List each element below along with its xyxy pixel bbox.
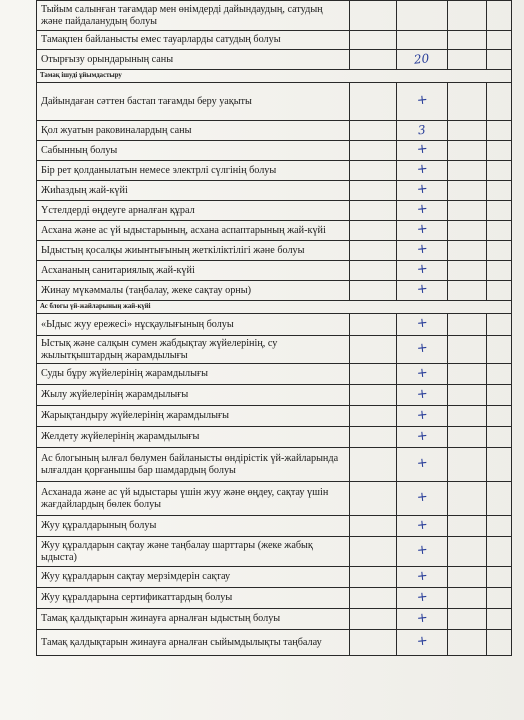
answer-cell-yes <box>350 1 397 31</box>
handwritten-mark: 3 <box>417 122 427 137</box>
notes-cell <box>487 448 512 482</box>
answer-cell-no <box>448 121 487 141</box>
answer-cell-yes <box>350 221 397 241</box>
checklist-row <box>37 83 512 121</box>
notes-cell <box>487 201 512 221</box>
handwritten-mark: + <box>415 428 429 445</box>
answer-cell-mark <box>397 50 448 70</box>
answer-cell-mark <box>397 630 448 656</box>
notes-cell <box>487 50 512 70</box>
answer-cell-no <box>448 201 487 221</box>
answer-cell-mark <box>397 1 448 31</box>
handwritten-mark: + <box>415 340 429 357</box>
answer-cell-mark <box>397 201 448 221</box>
notes-cell <box>487 588 512 609</box>
requirement-text: Қол жуатын раковиналардың саны <box>37 121 350 141</box>
notes-cell <box>487 630 512 656</box>
requirement-text: Ыдыстың қосалқы жиынтығының жеткіліктілігі және болуы <box>37 241 350 261</box>
handwritten-mark: + <box>415 589 429 606</box>
notes-cell <box>487 314 512 336</box>
answer-cell-mark <box>397 181 448 201</box>
answer-cell-no <box>448 50 487 70</box>
answer-cell-no <box>448 161 487 181</box>
handwritten-mark: 20 <box>413 50 431 67</box>
answer-cell-yes <box>350 630 397 656</box>
answer-cell-yes <box>350 31 397 50</box>
answer-cell-yes <box>350 567 397 588</box>
notes-cell <box>487 83 512 121</box>
answer-cell-no <box>448 141 487 161</box>
checklist-row <box>37 448 512 482</box>
answer-cell-mark <box>397 482 448 516</box>
answer-cell-yes <box>350 83 397 121</box>
answer-cell-no <box>448 630 487 656</box>
answer-cell-yes <box>350 281 397 301</box>
answer-cell-yes <box>350 241 397 261</box>
answer-cell-mark <box>397 364 448 385</box>
answer-cell-yes <box>350 516 397 537</box>
answer-cell-yes <box>350 406 397 427</box>
handwritten-mark: + <box>415 386 429 403</box>
requirement-text: Тамақ қалдықтарын жинауға арналған сыйымдылықты таңбалау <box>37 630 350 656</box>
checklist-row <box>37 567 512 588</box>
answer-cell-no <box>448 588 487 609</box>
answer-cell-mark <box>397 427 448 448</box>
answer-cell-yes <box>350 161 397 181</box>
answer-cell-mark <box>397 31 448 50</box>
notes-cell <box>487 121 512 141</box>
handwritten-mark: + <box>415 407 429 424</box>
answer-cell-no <box>448 448 487 482</box>
answer-cell-mark <box>397 567 448 588</box>
requirement-text: Тамақ қалдықтарын жинауға арналған ыдыстың болуы <box>37 609 350 630</box>
checklist-row <box>37 241 512 261</box>
answer-cell-no <box>448 537 487 567</box>
checklist-row <box>37 50 512 70</box>
notes-cell <box>487 141 512 161</box>
answer-cell-yes <box>350 141 397 161</box>
answer-cell-mark <box>397 281 448 301</box>
answer-cell-yes <box>350 427 397 448</box>
requirement-text: Сабынның болуы <box>37 141 350 161</box>
answer-cell-yes <box>350 588 397 609</box>
answer-cell-no <box>448 427 487 448</box>
notes-cell <box>487 1 512 31</box>
answer-cell-mark <box>397 314 448 336</box>
requirement-text: Жуу құралдарына сертификаттардың болуы <box>37 588 350 609</box>
checklist-row <box>37 482 512 516</box>
requirement-text: «Ыдыс жуу ережесі» нұсқаулығының болуы <box>37 314 350 336</box>
section-header-row <box>37 70 512 83</box>
notes-cell <box>487 609 512 630</box>
checklist-row <box>37 336 512 364</box>
notes-cell <box>487 181 512 201</box>
handwritten-mark: + <box>415 610 429 627</box>
answer-cell-mark <box>397 385 448 406</box>
answer-cell-no <box>448 406 487 427</box>
answer-cell-yes <box>350 537 397 567</box>
inspection-checklist-table <box>36 0 512 656</box>
requirement-text: Асханада және ас үй ыдыстары үшін жуу және өңдеу, сақтау үшін жағдайлардың бөлек болуы <box>37 482 350 516</box>
checklist-row <box>37 141 512 161</box>
answer-cell-no <box>448 281 487 301</box>
handwritten-mark: + <box>415 92 429 109</box>
notes-cell <box>487 406 512 427</box>
answer-cell-yes <box>350 314 397 336</box>
handwritten-mark: + <box>415 261 429 278</box>
checklist-row <box>37 630 512 656</box>
notes-cell <box>487 385 512 406</box>
notes-cell <box>487 221 512 241</box>
answer-cell-mark <box>397 83 448 121</box>
handwritten-mark: + <box>415 221 429 238</box>
answer-cell-yes <box>350 181 397 201</box>
requirement-text: Ыстық және салқын сумен жабдықтау жүйелерінің, су жылытқыштардың жарамдылығы <box>37 336 350 364</box>
requirement-text: Бір рет қолданылатын немесе электрлі сүлгінің болуы <box>37 161 350 181</box>
checklist-row <box>37 406 512 427</box>
requirement-text: Тыйым салынған тағамдар мен өнімдерді дайындаудың, сатудың және пайдаланудың болуы <box>37 1 350 31</box>
handwritten-mark: + <box>415 315 429 332</box>
handwritten-mark: + <box>415 161 429 178</box>
checklist-row <box>37 427 512 448</box>
handwritten-mark: + <box>415 365 429 382</box>
handwritten-mark: + <box>415 455 429 472</box>
handwritten-mark: + <box>415 181 429 198</box>
answer-cell-mark <box>397 588 448 609</box>
requirement-text: Ас блогының ылғал бөлумен байланысты өндірістік үй-жайларында ылғалдан қорғанышы бар шамдардың болуы <box>37 448 350 482</box>
requirement-text: Жинау мүкәммалы (таңбалау, жеке сақтау орны) <box>37 281 350 301</box>
answer-cell-no <box>448 221 487 241</box>
answer-cell-no <box>448 385 487 406</box>
answer-cell-yes <box>350 385 397 406</box>
requirement-text: Желдету жүйелерінің жарамдылығы <box>37 427 350 448</box>
handwritten-mark: + <box>415 568 429 585</box>
checklist-row <box>37 31 512 50</box>
notes-cell <box>487 31 512 50</box>
requirement-text: Тамақпен байланысты емес тауарларды сатудың болуы <box>37 31 350 50</box>
answer-cell-yes <box>350 482 397 516</box>
answer-cell-yes <box>350 121 397 141</box>
checklist-row <box>37 385 512 406</box>
notes-cell <box>487 427 512 448</box>
checklist-row <box>37 1 512 31</box>
answer-cell-yes <box>350 336 397 364</box>
checklist-row <box>37 609 512 630</box>
requirement-text: Үстелдерді өңдеуге арналған құрал <box>37 201 350 221</box>
checklist-row <box>37 281 512 301</box>
answer-cell-no <box>448 567 487 588</box>
notes-cell <box>487 364 512 385</box>
checklist-row <box>37 121 512 141</box>
handwritten-mark: + <box>415 241 429 258</box>
requirement-text: Дайындаған сәттен бастап тағамды беру уақыты <box>37 83 350 121</box>
answer-cell-mark <box>397 241 448 261</box>
answer-cell-mark <box>397 336 448 364</box>
answer-cell-mark <box>397 609 448 630</box>
handwritten-mark: + <box>415 281 429 298</box>
checklist-row <box>37 221 512 241</box>
notes-cell <box>487 537 512 567</box>
requirement-text: Асхана және ас үй ыдыстарының, асхана аспаптарының жай-күйі <box>37 221 350 241</box>
section-header-row <box>37 301 512 314</box>
answer-cell-no <box>448 516 487 537</box>
handwritten-mark: + <box>415 201 429 218</box>
checklist-row <box>37 516 512 537</box>
notes-cell <box>487 567 512 588</box>
checklist-row <box>37 181 512 201</box>
requirement-text: Жуу құралдарының болуы <box>37 516 350 537</box>
answer-cell-no <box>448 261 487 281</box>
answer-cell-mark <box>397 516 448 537</box>
handwritten-mark: + <box>415 489 429 506</box>
notes-cell <box>487 516 512 537</box>
answer-cell-no <box>448 31 487 50</box>
section-title: Тамақ ішуді ұйымдастыру <box>37 70 512 83</box>
notes-cell <box>487 482 512 516</box>
answer-cell-no <box>448 609 487 630</box>
answer-cell-no <box>448 364 487 385</box>
answer-cell-mark <box>397 448 448 482</box>
requirement-text: Жылу жүйелерінің жарамдылығы <box>37 385 350 406</box>
handwritten-mark: + <box>415 141 429 158</box>
checklist-row <box>37 537 512 567</box>
requirement-text: Жарықтандыру жүйелерінің жарамдылығы <box>37 406 350 427</box>
answer-cell-yes <box>350 201 397 221</box>
answer-cell-mark <box>397 121 448 141</box>
answer-cell-yes <box>350 609 397 630</box>
requirement-text: Жуу құралдарын сақтау мерзімдерін сақтау <box>37 567 350 588</box>
checklist-body <box>37 1 512 656</box>
answer-cell-yes <box>350 364 397 385</box>
answer-cell-yes <box>350 448 397 482</box>
notes-cell <box>487 336 512 364</box>
answer-cell-mark <box>397 537 448 567</box>
answer-cell-no <box>448 336 487 364</box>
answer-cell-no <box>448 314 487 336</box>
notes-cell <box>487 281 512 301</box>
section-title: Ас блогы үй-жайларының жай-күйі <box>37 301 512 314</box>
checklist-row <box>37 201 512 221</box>
checklist-row <box>37 364 512 385</box>
requirement-text: Жуу құралдарын сақтау және таңбалау шарттары (жеке жабық ыдыста) <box>37 537 350 567</box>
answer-cell-no <box>448 241 487 261</box>
handwritten-mark: + <box>415 542 429 559</box>
answer-cell-no <box>448 1 487 31</box>
answer-cell-yes <box>350 50 397 70</box>
checklist-row <box>37 588 512 609</box>
answer-cell-mark <box>397 141 448 161</box>
requirement-text: Жиһаздың жай-күйі <box>37 181 350 201</box>
answer-cell-no <box>448 181 487 201</box>
checklist-row <box>37 314 512 336</box>
requirement-text: Асхананың санитариялық жай-күйі <box>37 261 350 281</box>
notes-cell <box>487 161 512 181</box>
answer-cell-mark <box>397 161 448 181</box>
answer-cell-yes <box>350 261 397 281</box>
notes-cell <box>487 241 512 261</box>
handwritten-mark: + <box>415 633 429 650</box>
requirement-text: Суды бұру жүйелерінің жарамдылығы <box>37 364 350 385</box>
handwritten-mark: + <box>415 517 429 534</box>
checklist-row <box>37 161 512 181</box>
checklist-row <box>37 261 512 281</box>
answer-cell-mark <box>397 261 448 281</box>
requirement-text: Отырғызу орындарының саны <box>37 50 350 70</box>
notes-cell <box>487 261 512 281</box>
answer-cell-no <box>448 83 487 121</box>
answer-cell-no <box>448 482 487 516</box>
answer-cell-mark <box>397 406 448 427</box>
answer-cell-mark <box>397 221 448 241</box>
